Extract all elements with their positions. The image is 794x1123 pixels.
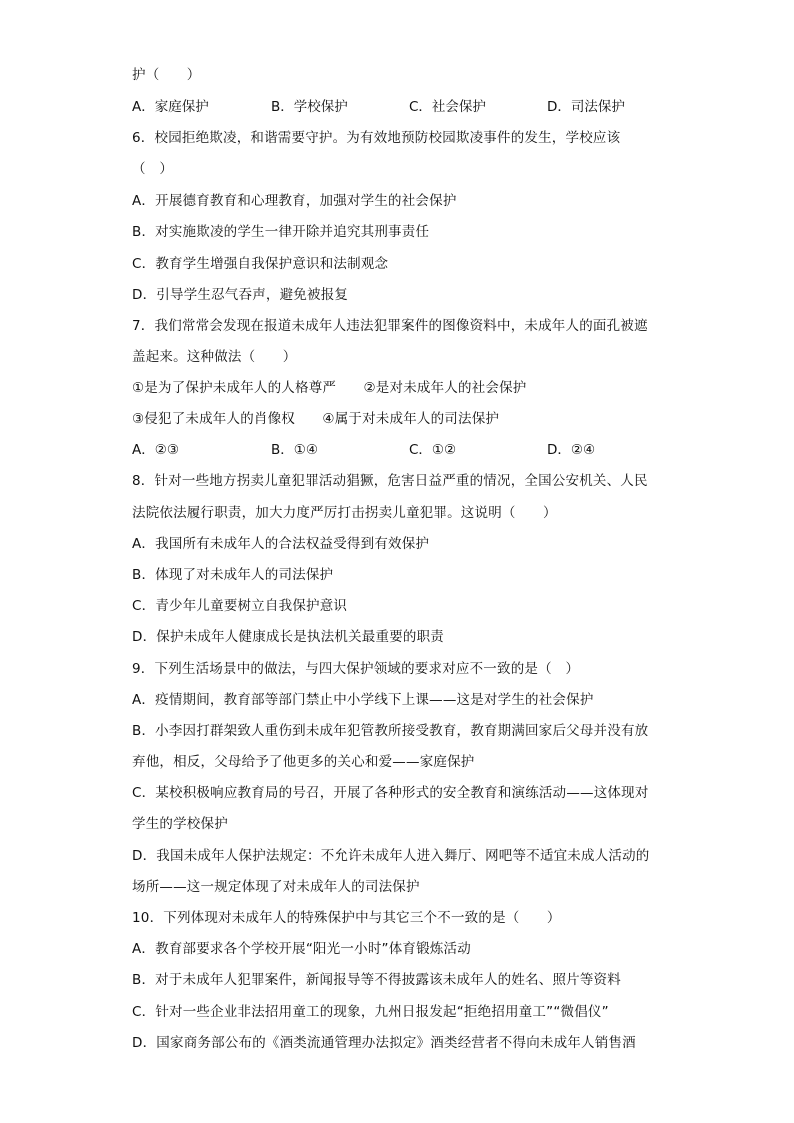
q5-option-d: D．司法保护: [547, 99, 625, 115]
q7-stem-line2: 盖起来。这种做法（ ）: [132, 349, 297, 365]
q9-option-d-line1: D．我国未成年人保护法规定：不允许未成年人进入舞厅、网吧等不适宜未成人活动的: [132, 848, 650, 864]
q8-option-b: B．体现了对未成年人的司法保护: [132, 567, 334, 583]
q9-option-b-line2: 弃他，相反，父母给予了他更多的关心和爱——家庭保护: [132, 754, 475, 770]
q7-statements-2: ③侵犯了未成年人的肖像权 ④属于对未成年人的司法保护: [132, 411, 500, 427]
q10-option-b: B．对于未成年人犯罪案件，新闻报导等不得披露该未成年人的姓名、照片等资料: [132, 972, 621, 988]
q9-option-c-line2: 学生的学校保护: [132, 816, 228, 832]
q5-option-c: C．社会保护: [409, 99, 486, 115]
q7-statements-1: ①是为了保护未成年人的人格尊严 ②是对未成年人的社会保护: [132, 380, 527, 396]
q5-option-b: B．学校保护: [271, 99, 348, 115]
q8-option-c: C．青少年儿童要树立自我保护意识: [132, 598, 348, 614]
q8-option-a: A．我国所有未成年人的合法权益受得到有效保护: [132, 536, 430, 552]
q8-stem-line2: 法院依法履行职责，加大力度严厉打击拐卖儿童犯罪。这说明（ ）: [132, 505, 557, 521]
q8-option-d: D．保护未成年人健康成长是执法机关最重要的职责: [132, 629, 444, 645]
q7-option-c: C．①②: [409, 442, 457, 458]
q6-option-c: C．教育学生增强自我保护意识和法制观念: [132, 256, 389, 272]
q7-option-d: D．②④: [547, 442, 596, 458]
q10-option-c: C．针对一些企业非法招用童工的现象，九州日报发起“拒绝招用童工”“微倡仪”: [132, 1004, 609, 1020]
q9-option-c-line1: C．某校积极响应教育局的号召，开展了各种形式的安全教育和演练活动——这体现对: [132, 785, 649, 801]
q10-option-a: A．教育部要求各个学校开展“阳光一小时”体育锻炼活动: [132, 941, 471, 957]
q10-stem: 10．下列体现对未成年人的特殊保护中与其它三个不一致的是（ ）: [132, 910, 561, 926]
q5-option-a: A．家庭保护: [132, 99, 209, 115]
q9-option-a: A．疫情期间，教育部等部门禁止中小学线下上课——这是对学生的社会保护: [132, 692, 594, 708]
q7-option-b: B．①④: [271, 442, 318, 458]
q7-stem-line1: 7．我们常常会发现在报道未成年人违法犯罪案件的图像资料中，未成年人的面孔被遮: [132, 318, 648, 334]
q8-stem-line1: 8．针对一些地方拐卖儿童犯罪活动猖獗，危害日益严重的情况，全国公安机关、人民: [132, 473, 648, 489]
q6-option-d: D．引导学生忍气吞声，避免被报复: [132, 287, 349, 303]
q9-stem: 9．下列生活场景中的做法，与四大保护领域的要求对应不一致的是（ ）: [132, 661, 580, 677]
q6-option-b: B．对实施欺凌的学生一律开除并追究其刑事责任: [132, 224, 430, 240]
q6-stem-line2: （ ）: [132, 161, 174, 177]
q7-option-a: A．②③: [132, 442, 179, 458]
q6-stem-line1: 6．校园拒绝欺凌，和谐需要守护。为有效地预防校园欺凌事件的发生，学校应该: [132, 130, 621, 146]
q5-tail: 护（ ）: [132, 67, 201, 83]
q6-option-a: A．开展德育教育和心理教育，加强对学生的社会保护: [132, 193, 457, 209]
q9-option-d-line2: 场所——这一规定体现了对未成年人的司法保护: [132, 879, 420, 895]
q10-option-d: D．国家商务部公布的《酒类流通管理办法拟定》酒类经营者不得向未成年人销售酒: [132, 1035, 636, 1051]
q9-option-b-line1: B．小李因打群架致人重伤到未成年犯管教所接受教育，教育期满回家后父母并没有放: [132, 723, 649, 739]
